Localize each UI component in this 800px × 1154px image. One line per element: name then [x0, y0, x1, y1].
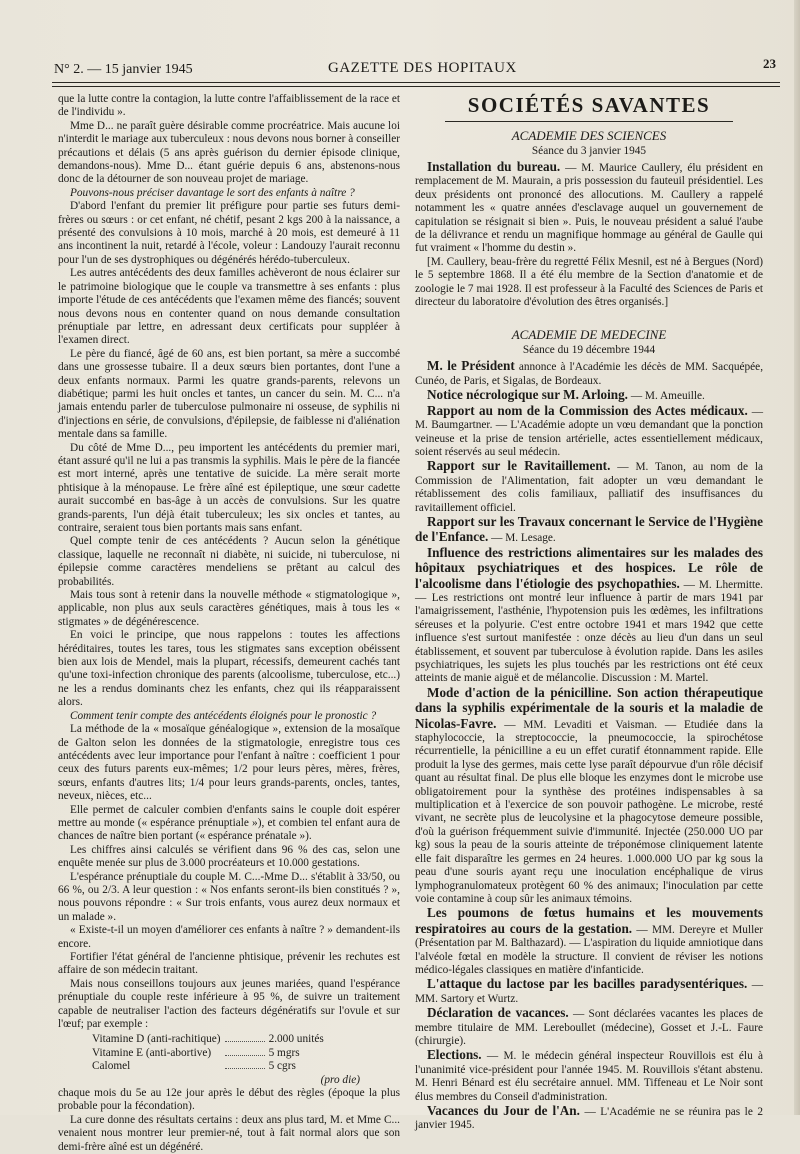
item-heading: Installation du bureau. — [427, 159, 561, 174]
prescription-row — [92, 1060, 324, 1073]
page-number: 23 — [763, 56, 776, 71]
issue-number: N° 2. — 15 janvier 1945 — [54, 62, 193, 77]
page-header — [52, 58, 780, 82]
item-text: — M. Baumgartner. — L'Académie adopte un vœu demandant que la ponction veineuse et la prise de tension artérielle, actes essentiellement médicaux, soient réservés au seul médecin. — [415, 405, 763, 458]
paragraph: Pouvons-nous préciser davantage le sort des enfants à naître ? — [70, 186, 355, 199]
paragraph: Le père du fiancé, âgé de 60 ans, est bien portant, sa mère a succombé dans une grossesse tubaire. Il a deux sœurs bien portantes, dont l'une a deux enfants normaux. Parmi les quatre grands-parents, relevons un diabétique; parmi les huit oncles et tantes, un cancer du sein. M. C... n'a jamais entendu parler de tuberculose pulmonaire ni osseuse, de syphilis ni d'injections en série, de convulsions, d'épilepsie, de faiblesse ni d'aliénation mentale dans sa famille. — [58, 347, 400, 441]
item-text: — M. Lesage. — [491, 532, 556, 545]
prescription-row — [92, 1033, 324, 1046]
header-rule-thin — [52, 86, 780, 87]
paragraph: « Existe-t-il un moyen d'améliorer ces enfants à naître ? » demandent-ils encore. — [58, 924, 400, 950]
item-text: — MM. Dereyre et Muller (Présentation par M. Balthazard). — L'aspiration du liquide amniotique dans l'alvéole fœtal en modèle la structure. Il convient de réviser les notions médico-légales classiques en matière d'infanticide. — [415, 923, 764, 976]
paragraph: Mais tous sont à retenir dans la nouvelle méthode « stigmatologique », applicable, non plus aux seuls caractères génétiques, mais à tous les « stigmates » de dégénérescence. — [58, 589, 400, 628]
item-heading: Rapport sur le Ravitaillement. — [427, 458, 611, 474]
report-item — [415, 1006, 763, 1048]
paragraph: Les chiffres ainsi calculés se vérifient dans 96 % des cas, selon une enquête menée sur plus de 3.000 procréateurs et 10.000 gestations. — [58, 843, 400, 870]
paragraph: que la lutte contre la contagion, la lutte contre l'affaiblissement de la race et de l'individu ». — [58, 93, 400, 119]
paragraph: La cure donne des résultats certains : deux ans plus tard, M. et Mme C... venaient nous montrer leur premier-né, tout à fait normal alors que son demi-frère aîné est un dégénéré. — [58, 1113, 400, 1153]
item-text: annonce à l'Académie les décès de MM. Sacquépée, Cunéo, de Paris, et Sigalas, de Bordeaux. — [415, 361, 764, 387]
report-item — [415, 686, 763, 907]
report-item — [415, 1104, 763, 1133]
item-text: — MM. Sartory et Wurtz. — [415, 979, 763, 1005]
paragraph: [M. Caullery, beau-frère du regretté Félix Mesnil, est né à Bergues (Nord) le 5 septembre 1868. Il a été élu membre de la Section d'anatomie et de zoologie le 7 mai 1928. Il est professeur à la Faculté des Sciences de Paris et directeur du laboratoire d'évolution des êtres organisés.] — [415, 255, 763, 309]
prescription-dose: 2.000 unités — [268, 1033, 324, 1046]
report-item — [415, 515, 763, 546]
item-heading: Vacances du Jour de l'An. — [427, 1103, 580, 1118]
item-heading: Rapport au nom de la Commission des Actes médicaux. — [427, 402, 748, 418]
item-heading: L'attaque du lactose par les bacilles paradysentériques. — [427, 976, 748, 992]
paragraph: En voici le principe, que nous rappelons : toutes les affections héréditaires, toutes les tares, tous les stigmates sans exception obéissent bien aux lois de Mendel, mais la plupart, récessifs, demeurent cachés tant qu'une toxi-infection chronique des parents (alcoolisme, tuberculose, etc...) ne les a rendus dominants chez les enfants, chez qui ils réapparaissent alors. — [58, 629, 400, 709]
report-item — [415, 977, 763, 1006]
item-heading: Rapport sur les Travaux concernant le Service de l'Hygiène de l'Enfance. — [415, 513, 763, 545]
item-heading: M. le Président — [427, 358, 515, 374]
report-item — [415, 359, 763, 388]
report-item — [415, 459, 763, 515]
session-date: Séance du 3 janvier 1945 — [531, 145, 647, 157]
prescription-dose: 5 cgrs — [268, 1060, 296, 1073]
prescription-item: Vitamine E (anti-abortive) — [92, 1046, 212, 1059]
prescription-note: (pro die) — [320, 1073, 360, 1086]
academy-name: ACADEMIE DES SCIENCES — [511, 128, 667, 143]
item-heading: Elections. — [427, 1047, 482, 1063]
item-text: — M. Tanon, au nom de la Commission de l'Alimentation, fait adopter un vœu demandant le rétablissement des colis familiaux, palliatif des insuffisances du ravitaillement officiel. — [415, 461, 763, 514]
right-column — [415, 93, 763, 1133]
academy-name: ACADEMIE DE MEDECINE — [511, 327, 667, 343]
report-item — [415, 1048, 763, 1104]
prescription-table — [92, 1033, 324, 1073]
page-edge — [794, 0, 800, 1115]
prescription-item: Calomel — [92, 1060, 131, 1073]
report-item — [415, 404, 763, 460]
item-text: — MM. Levaditi et Vaisman. — Etudiée dans la staphylococcie, la streptococcie, la pneumococcie, la spirochétose récurrentielle, la pénicilline a eu un effet curatif étonnamment rapide. Elle produit la lyse des germes, mais cette lyse paraît dépourvue d'un rôle décisif quant au résultat final. De plus elle bloque les enzymes dont le microbe use obligatoirement pour la synthèse des protéines indispensables à sa multiplication et à l'exercice de son pouvoir pathogène. Le microbe, resté vivant, ne secrète plus de leucolysine et la phagocytose demeure possible, d'où la guérison fréquemment suivie d'immunité. Injectée (250.000 UO par kg) sous la peau de la souris atteinte de tréponémose cliniquement latente elle fait disparaître les germes en 24 heures. 1.000.000 UO par kg sous la peau d'une souris ayant reçu une inoculation encéphalique de virus lymphogranulomateux protègent 60 % des animaux; l'inoculation par cette voie contamine à coup sûr les animaux témoins. — [415, 718, 763, 905]
prescription-dose: 5 mgrs — [268, 1046, 300, 1059]
section-title: SOCIÉTÉS SAVANTES — [467, 93, 711, 117]
paragraph: L'espérance prénuptiale du couple M. C...-Mme D... s'établit à 33/50, ou 66 %, ou 2/3. A leur question : « Nos enfants seront-ils bien constitués ? », nous pouvons répondre : « Sur trois enfants, vous aurez deux normaux et un malade ». — [58, 870, 400, 923]
item-text: — M. Lhermitte. — Les restrictions ont montré leur influence à partir de mars 1941 par l'amaigrissement, l'asthénie, l'hypotension puis les œdèmes, les infiltrations séreuses et la polyurie. C'est entre octobre 1941 et mars 1942 que cette influence s'est surtout manifestée : onze décès au lieu d'un dans un seul établissement, et souvent par tuberculose à évolution rapide. Dans les asiles psychiatriques, les sujets les plus touchés par les restrictions ont été ceux atteints de manie aiguë et de mélancolie. Discussion : M. Martel. — [415, 578, 763, 685]
item-heading: Influence des restrictions alimentaires sur les malades des hôpitaux psychiatriques et des hospices. Le rôle de l'alcoolisme dans l'étiologie des psychopathies. — [415, 544, 763, 591]
item-heading: Mode d'action de la pénicilline. Son action thérapeutique dans la syphilis expérimentale de la souris et la maladie de Nicolas-Favre. — [415, 684, 763, 731]
section-rule — [445, 121, 733, 122]
item-text: — M. Ameuille. — [630, 390, 705, 403]
session-date: Séance du 19 décembre 1944 — [522, 344, 656, 357]
left-column — [58, 93, 400, 1154]
paragraph: Du côté de Mme D..., peu importent les antécédents du premier mari, étant assuré qu'il ne lui a pas transmis la syphilis. Mais le père de la fiancée est mort interné, après une tentative de suicide. La mère serait morte phtisique à la ménopause. Le frère aîné est épileptique, une sœur cadette aurait succombé en bas-âge à un accès de convulsions. Sur les quatre grands-parents, l'un déjà était tuberculeux; les six oncles et tantes, au contraire, seraient tous bien portants mais sans enfant. — [58, 441, 400, 534]
paragraph: Mme D... ne paraît guère désirable comme procréatrice. Mais aucune loi n'interdit le mariage aux tuberculeux : nous devons nous borner à conseiller précautions et délais (5 ans après guérison du dernier épisode clinique, demandons-nous). Mme D... étant guérie depuis 6 ans, abstenons-nous donc de la détourner de son nouveau projet de mariage. — [58, 119, 400, 186]
report-item — [415, 546, 763, 686]
paragraph: Les autres antécédents des deux familles achèveront de nous éclairer sur le patrimoine biologique que le couple va transmettre à ses enfants : plus importe l'étude de ces antécédents que l'examen même des fiancés; souvent nous devons nous en contenter quand on nous demande consultation prénuptiale par lettre, en adressant deux certificats pour suppléer à l'examen direct. — [58, 267, 400, 347]
item-text: — M. le médecin général inspecteur Rouvillois est élu à l'unanimité vice-président pour l'année 1945. M. Rouvillois s'étant abstenu. M. Henri Bénard est élu secrétaire annuel. MM. Tiffeneau et Le Noir sont élus membres du Conseil d'administration. — [415, 1050, 764, 1103]
item-text: — M. Maurice Caullery, élu président en remplacement de M. Maurain, a pris possession du fauteuil présidentiel. Les deux présidents ont prononcé des allocutions. M. Caullery a rappelé notamment les « quatre années d'esclavage auquel un gouvernement de capitulation se résignait si bien ». Puis, le nouveau président a salué l'aube de la délivrance et rendu un magnifique hommage au général de Gaulle qui fut vraiment « l'homme du destin ». — [415, 162, 763, 255]
item-heading: Les poumons de fœtus humains et les mouvements respiratoires au cours de la gestation. — [415, 905, 763, 936]
item-text: — Sont déclarées vacantes les places de membre titulaire de MM. Lereboullet (médecine), Gosset et J.-L. Faure (chirurgie). — [415, 1008, 763, 1047]
paragraph: La méthode de la « mosaïque généalogique », extension de la mosaïque de Galton selon les données de la stigmatologie, enregistre tous ces antécédents avec leur importance pour l'enfant à naître : coefficient 1 pour ceux des futurs parents eux-mêmes; 1/2 pour leurs pères, mères, frères, sœurs, enfants d'autres lits; 1/4 pour leurs grands-parents, oncles, tantes, neveux, nièces, etc... — [58, 723, 400, 803]
paragraph: D'abord l'enfant du premier lit préfigure pour partie ses futurs demi-frères ou sœurs : or cet enfant, né chétif, pesant 2 kgs 200 à la naissance, a présenté des convulsions à 10 mois, marché à 20 mois, est demeuré à 11 ans incontinent la nuit, retardé à l'école, voleur : Landouzy l'aurait reconnu pour l'un de ses dystrophiques ou dégénérés hérédo-tuberculeux. — [58, 200, 400, 266]
prescription-item: Vitamine D (anti-rachitique) — [92, 1033, 221, 1046]
paragraph: Elle permet de calculer combien d'enfants sains le couple doit espérer mettre au monde (« espérance prénuptiale »), et combien tel enfant aura de chances de naître bien portant (« espérance prénatale »). — [58, 803, 400, 843]
report-item — [415, 906, 763, 977]
report-item — [415, 388, 763, 403]
item-text: — L'Académie ne se réunira pas le 2 janvier 1945. — [415, 1106, 763, 1132]
journal-title: GAZETTE DES HOPITAUX — [328, 60, 517, 76]
paragraph: Fortifier l'état général de l'ancienne phtisique, prévenir les rechutes est affaire de son médecin traitant. — [58, 951, 400, 977]
paragraph: Comment tenir compte des antécédents éloignés pour le pronostic ? — [70, 709, 377, 722]
item-heading: Notice nécrologique sur M. Arloing. — [427, 387, 628, 403]
paragraph: chaque mois du 5e au 12e jour après le début des règles (époque la plus probable pour la fécondation). — [58, 1087, 400, 1113]
header-rule — [52, 82, 780, 83]
paragraph: Mais nous conseillons toujours aux jeunes mariées, quand l'espérance prénuptiale du couple reste inférieure à 95 %, de suivre un traitement capable de neutraliser l'action des facteurs dégénératifs sur l'ovule et sur l'œuf; par exemple : — [58, 977, 400, 1031]
paragraph: Quel compte tenir de ces antécédents ? Aucun selon la génétique classique, laquelle ne reconnaît ni diabète, ni suicide, ni tuberculose, ni épilepsie comme caractères mendeliens se prêtant au calcul des probabilités. — [58, 535, 400, 588]
prescription-row — [92, 1047, 324, 1060]
item-heading: Déclaration de vacances. — [427, 1005, 569, 1021]
